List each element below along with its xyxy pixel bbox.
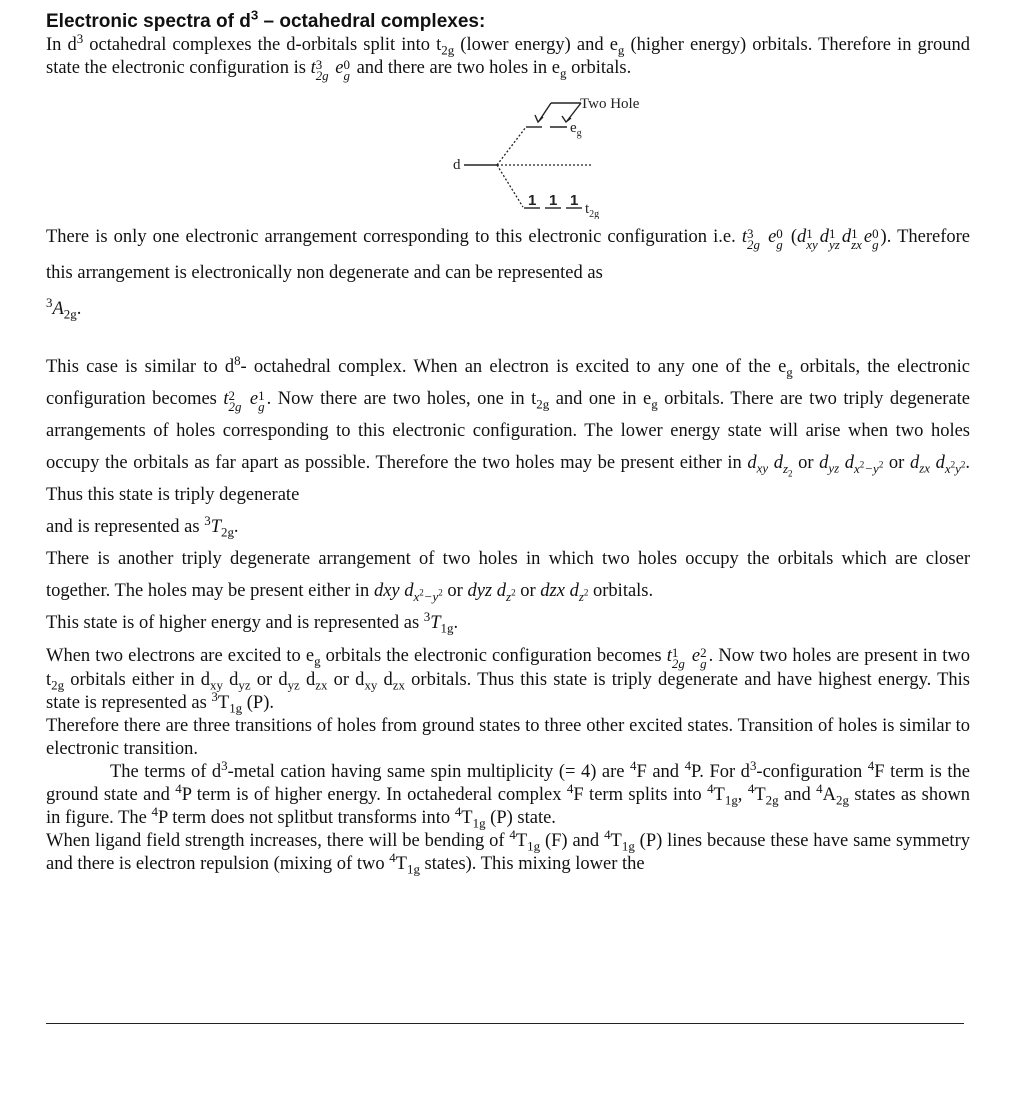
orbital-splitting-diagram xyxy=(46,81,970,219)
svg-text:1: 1 xyxy=(570,192,579,209)
paragraph-transitions: Therefore there are three transitions of holes from ground states to three other excited states. Transition of holes is similar to electronic transition. xyxy=(46,716,970,759)
eg-label: $e_g$ xyxy=(570,120,582,139)
paragraph-intro: In $d^3$ octahedral complexes the d-orbitals split into $t_{2g}$ (lower energy) and $e_g$ (higher energy) orbitals. Therefore in ground state the electronic configuration is t 3 2g e 0 g and there are two holes in $e_g$ orbitals. xyxy=(46,30,970,83)
paragraph-two-electrons: When two electrons are excited to $e_g$ orbitals the electronic configuration becomes t 1 2g e 2 g . Now two holes are present in two $t_{2g}$ orbitals either in $d_{xy}$ $d_{yz}$ or $d_{yz}$ $d_{zx}$ or $d_{xy}$ $d_{zx}$ orbitals. Thus this state is triply degenerate and have highest energy. This state is represented as $^3T_{1g}$ (P). xyxy=(46,645,971,716)
t2g-electrons xyxy=(528,192,578,209)
t2g-label: $t_{2g}$ xyxy=(585,201,600,219)
splitting-lines xyxy=(497,127,593,207)
paragraph-ground-state: There is only one electronic arrangement corresponding to this electronic configuration i.e. t 3 2g e 0 g (d 1 xy d 1 yz d 1 zx e 0 g ). Therefore this arrangement is electronically non degenerate and can be represented as $^3A_{2g}$. xyxy=(46,226,971,322)
d-label: d xyxy=(453,157,461,173)
page-content xyxy=(46,6,970,876)
section-heading: Electronic spectra of $d^3$ – octahedral complexes: xyxy=(46,7,486,32)
svg-text:1: 1 xyxy=(549,192,558,209)
paragraph-bending: When ligand field strength increases, there will be bending of $^4T_{1g}$ (F) and $^4T_{1g}$ (P) lines because these have same symmetry and there is electron repulsion (mixing of two $^4T_{1g}$ states). This mixing lower the xyxy=(46,826,970,877)
paragraph-closer-holes: There is another triply degenerate arrangement of two holes in which two holes occupy the orbitals which are closer together. The holes may be present either in dxy $d_{x^2-y^2}$ or dyz $d_{z^2}$ or dzx $d_{z^2}$ orbitals. This state is of higher energy and is represented as $^3T_{1g}$. xyxy=(46,549,970,636)
paragraph-terms: The terms of $d^3$-metal cation having same spin multiplicity (= 4) are $^4$F and $^4$P. For $d^3$-configuration $^4$F term is the ground state and $^4$P term is of higher energy. In octahederal complex $^4$F term splits into $^4T_{1g}$, $^4T_{2g}$ and $^4A_{2g}$ states as shown in figure. The $^4$P term does not splitbut transforms into $^4T_{1g}$ (P) state. xyxy=(46,757,970,831)
svg-text:1: 1 xyxy=(528,192,537,209)
two-hole-label: Two Hole xyxy=(580,96,640,112)
paragraph-excited-state: This case is similar to $d^8-$ octahedral complex. When an electron is excited to any one of the $e_g$ orbitals, the electronic configuration becomes t 2 2g e 1 g . Now there are two holes, one in $t_{2g}$ and one in $e_g$ orbitals. There are two triply degenerate arrangements of holes corresponding to this electronic configuration. The lower energy state will arise when two holes occupy the orbitals as far apart as possible. Therefore the two holes may be present either in $d_{xy}$ $d_{z_2}$ or $d_{yz}$ $d_{x^2-y^2}$ or $d_{zx}$ $d_{x^2y^2}$. Thus this state is triply degenerate and is represented as $^3T_{2g}$. xyxy=(46,352,971,540)
footer-rule xyxy=(46,1023,964,1024)
